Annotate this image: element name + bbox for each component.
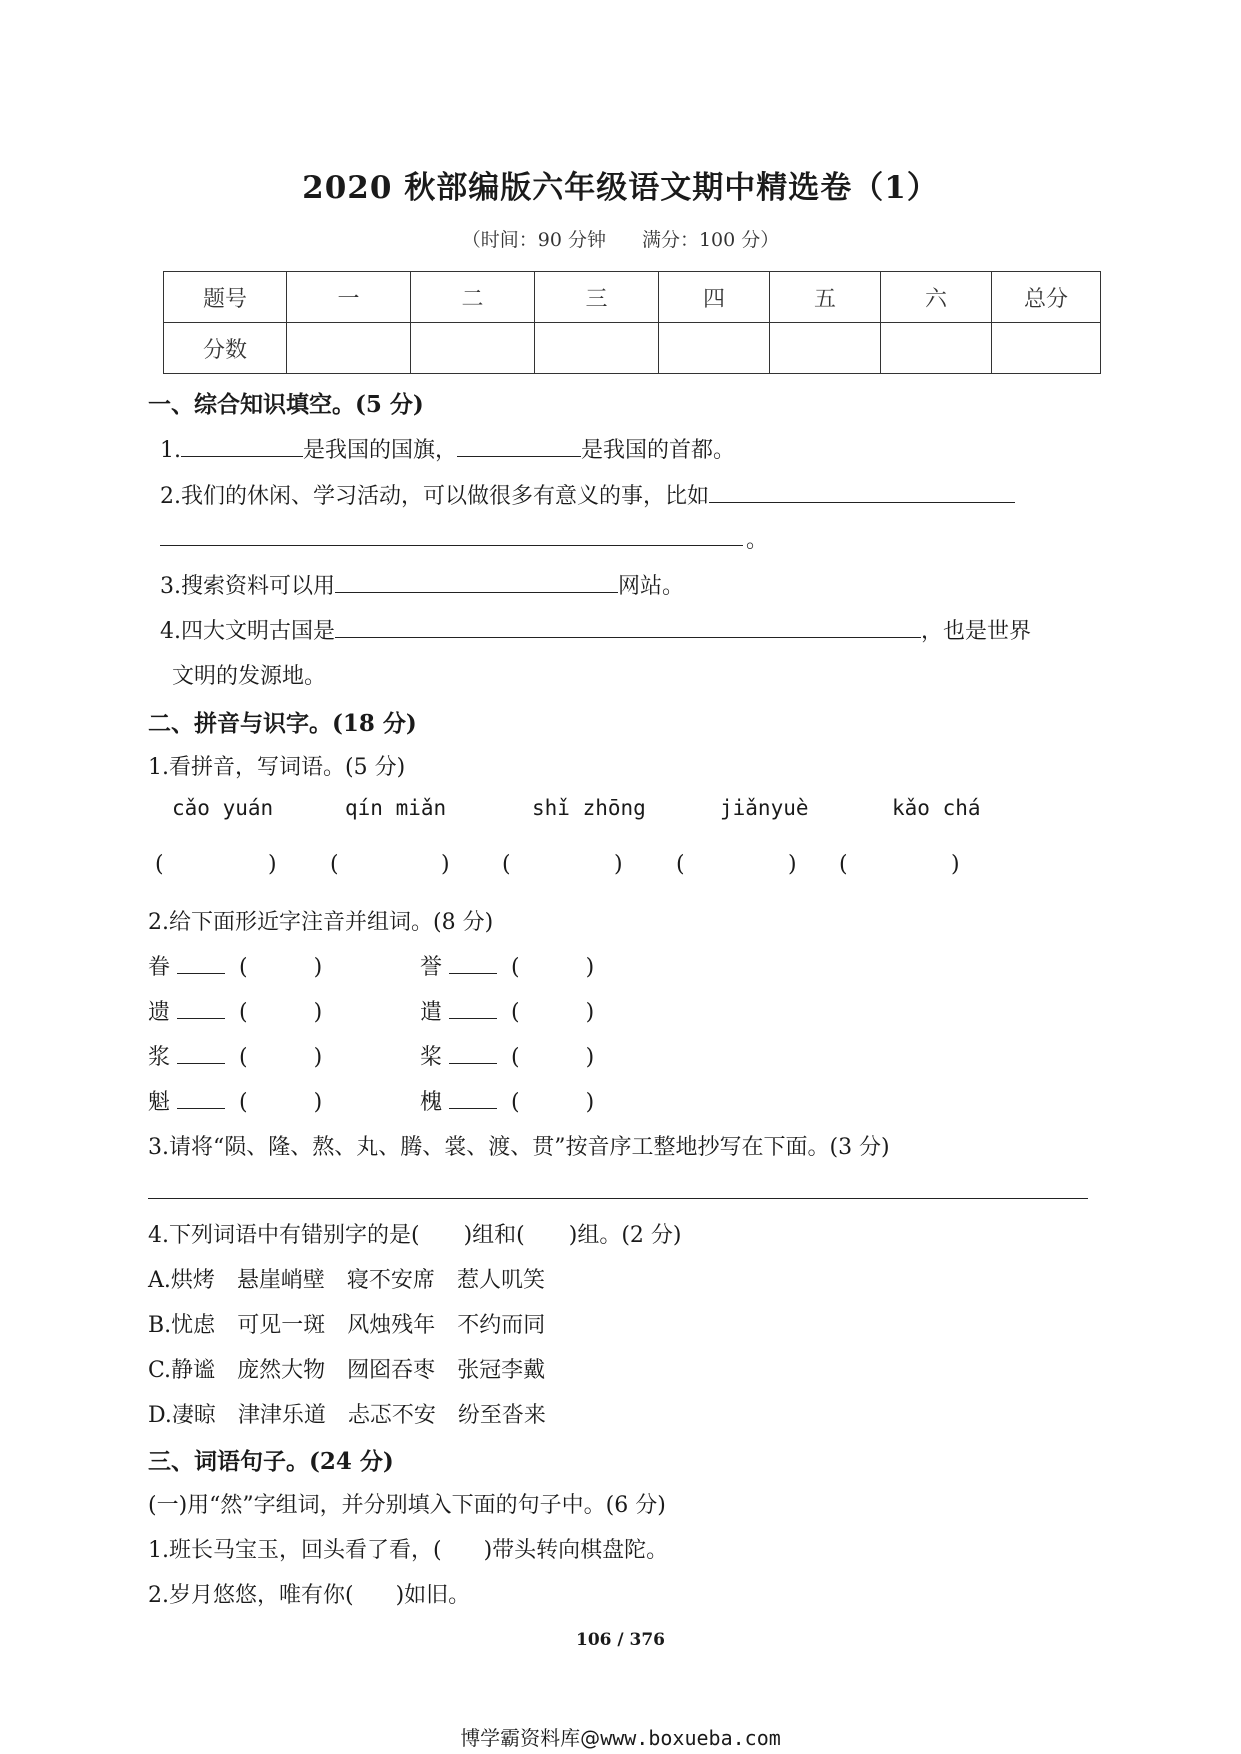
score-cell[interactable] (535, 323, 659, 374)
pinyin-item: cǎo yuán (172, 796, 274, 820)
answer-line[interactable] (160, 545, 743, 546)
question-1-4 (160, 614, 1031, 645)
char-item: 遗 (148, 1000, 171, 1025)
answer-paren: ( ) (239, 955, 323, 980)
question-text: )如旧。 (395, 1583, 471, 1608)
score-table-header: 四 (659, 272, 770, 323)
question-2-1: 1.看拼音，写词语。(5 分) (148, 755, 406, 780)
answer-paren: ( ) (511, 1000, 595, 1025)
option-word: 张冠李戴 (457, 1358, 546, 1383)
answer-blank[interactable] (449, 1041, 497, 1064)
score-row-label: 分数 (164, 323, 287, 374)
pinyin-item: jiǎnyuè (720, 796, 809, 820)
question-text: ，也是世界 (921, 619, 1032, 644)
option-word: 静谧 (171, 1358, 216, 1383)
char-pair-row (420, 1085, 594, 1116)
pinyin-item: qín miǎn (345, 796, 447, 820)
answer-paren: ( ) (239, 1045, 323, 1070)
score-table-header: 六 (881, 272, 992, 323)
option-word: 庞然大物 (237, 1358, 326, 1383)
char-pair-row (148, 1040, 322, 1071)
question-3-1 (148, 1533, 668, 1564)
char-pair-row (148, 950, 322, 981)
open-paren: ( (155, 852, 164, 877)
answer-paren: ( ) (511, 1045, 595, 1070)
pinyin-item: kǎo chá (892, 796, 981, 820)
answer-blank[interactable] (335, 570, 618, 593)
score-table-score-row (164, 323, 1101, 374)
answer-blank[interactable] (177, 1086, 225, 1109)
page-number: 106 / 376 (575, 1630, 666, 1650)
score-cell[interactable] (659, 323, 770, 374)
answer-blank[interactable] (449, 1086, 497, 1109)
question-2-2: 2.给下面形近字注音并组词。(8 分) (148, 910, 494, 935)
answer-blank[interactable] (177, 996, 225, 1019)
section-3-heading: 三、词语句子。(24 分) (148, 1448, 394, 1475)
footer-url[interactable]: www.boxueba.com (600, 1726, 781, 1750)
score-cell[interactable] (287, 323, 411, 374)
option-word: 可见一斑 (237, 1313, 326, 1338)
option-label: A. (148, 1268, 171, 1293)
score-cell[interactable] (411, 323, 535, 374)
question-text: 1.班长马宝玉，回头看了看，( (148, 1538, 442, 1563)
score-table-header: 总分 (992, 272, 1101, 323)
option-a[interactable] (148, 1263, 567, 1294)
footer-brand: 博学霸资料库@ (460, 1726, 601, 1750)
char-item: 眷 (148, 955, 171, 980)
score-cell[interactable] (992, 323, 1101, 374)
answer-paren: ( ) (511, 955, 595, 980)
section-3-subheading: (一)用“然”字组词，并分别填入下面的句子中。(6 分) (148, 1493, 666, 1518)
answer-paren: ( ) (239, 1000, 323, 1025)
question-text: 3.搜索资料可以用 (160, 574, 335, 599)
answer-blank[interactable] (457, 434, 581, 457)
section-2-heading: 二、拼音与识字。(18 分) (148, 710, 417, 737)
answer-blank[interactable] (181, 434, 303, 457)
page-title: 2020 秋部编版六年级语文期中精选卷（1） (302, 170, 939, 206)
option-label: C. (148, 1358, 172, 1383)
option-label: D. (148, 1403, 172, 1428)
close-paren: ) (788, 852, 797, 877)
question-2-4: 4.下列词语中有错别字的是( )组和( )组。(2 分) (148, 1223, 682, 1248)
option-word: 寝不安席 (346, 1268, 435, 1293)
score-table-header: 二 (411, 272, 535, 323)
footer-watermark (0, 1722, 1241, 1751)
exam-info (0, 225, 1241, 252)
char-pair-row (420, 950, 594, 981)
question-text: 2.我们的休闲、学习活动，可以做很多有意义的事，比如 (160, 484, 709, 509)
close-paren: ) (441, 852, 450, 877)
close-paren: ) (951, 852, 960, 877)
question-2-3: 3.请将“陨、隆、熬、丸、腾、裳、渡、贯”按音序工整地抄写在下面。(3 分) (148, 1135, 890, 1160)
option-word: 悬崖峭壁 (236, 1268, 325, 1293)
option-word: 风烛残年 (347, 1313, 436, 1338)
question-number: 1. (160, 438, 181, 463)
open-paren: ( (676, 852, 685, 877)
score-table-header: 题号 (164, 272, 287, 323)
question-1-4-continued: 文明的发源地。 (172, 664, 327, 689)
score-table-header: 五 (770, 272, 881, 323)
char-pair-row (148, 1085, 322, 1116)
question-text: 是我国的国旗， (303, 438, 458, 463)
char-pair-row (420, 995, 594, 1026)
score-cell[interactable] (770, 323, 881, 374)
question-1-3 (160, 569, 684, 600)
exam-total-score: 满分：100 分） (641, 229, 780, 251)
answer-blank[interactable] (335, 615, 921, 638)
section-1-heading: 一、综合知识填空。(5 分) (148, 391, 424, 418)
score-table (163, 271, 1101, 374)
char-item: 浆 (148, 1045, 171, 1070)
close-paren: ) (614, 852, 623, 877)
option-c[interactable] (148, 1353, 567, 1384)
option-word: 忐忑不安 (347, 1403, 436, 1428)
option-word: 凄晾 (171, 1403, 216, 1428)
exam-time: （时间：90 分钟 (461, 229, 606, 251)
option-word: 囫囵吞枣 (347, 1358, 436, 1383)
answer-blank[interactable] (709, 480, 1015, 503)
open-paren: ( (502, 852, 511, 877)
answer-blank[interactable] (449, 951, 497, 974)
score-table-header: 三 (535, 272, 659, 323)
open-paren: ( (330, 852, 339, 877)
answer-blank[interactable] (177, 951, 225, 974)
question-end-mark: 。 (746, 528, 769, 553)
answer-line[interactable] (148, 1198, 1088, 1199)
option-word: 纷至沓来 (457, 1403, 546, 1428)
question-text: )带头转向棋盘陀。 (483, 1538, 669, 1563)
question-text: 2.岁月悠悠，唯有你( (148, 1583, 354, 1608)
pinyin-item: shǐ zhōng (532, 796, 646, 820)
question-text: 是我国的首都。 (581, 438, 736, 463)
char-item: 魁 (148, 1090, 171, 1115)
answer-paren: ( ) (511, 1090, 595, 1115)
option-d[interactable] (148, 1398, 568, 1429)
question-text: 4.四大文明古国是 (160, 619, 335, 644)
question-text: 网站。 (618, 574, 685, 599)
char-item: 槐 (420, 1090, 443, 1115)
char-pair-row (148, 995, 322, 1026)
answer-paren: ( ) (239, 1090, 323, 1115)
close-paren: ) (268, 852, 277, 877)
option-word: 忧虑 (171, 1313, 216, 1338)
answer-blank[interactable] (177, 1041, 225, 1064)
option-b[interactable] (148, 1308, 567, 1339)
score-cell[interactable] (881, 323, 992, 374)
char-item: 遣 (420, 1000, 443, 1025)
score-table-header-row (164, 272, 1101, 323)
char-item: 誉 (420, 955, 443, 980)
char-pair-row (420, 1040, 594, 1071)
answer-blank[interactable] (449, 996, 497, 1019)
option-word: 不约而同 (457, 1313, 546, 1338)
option-word: 烘烤 (170, 1268, 215, 1293)
question-1-2 (160, 479, 1015, 510)
open-paren: ( (839, 852, 848, 877)
question-3-2 (148, 1578, 470, 1609)
score-table-header: 一 (287, 272, 411, 323)
option-word: 惹人叽笑 (456, 1268, 545, 1293)
option-label: B. (148, 1313, 172, 1338)
option-word: 津津乐道 (237, 1403, 326, 1428)
char-item: 桨 (420, 1045, 443, 1070)
question-1-1 (160, 433, 735, 464)
